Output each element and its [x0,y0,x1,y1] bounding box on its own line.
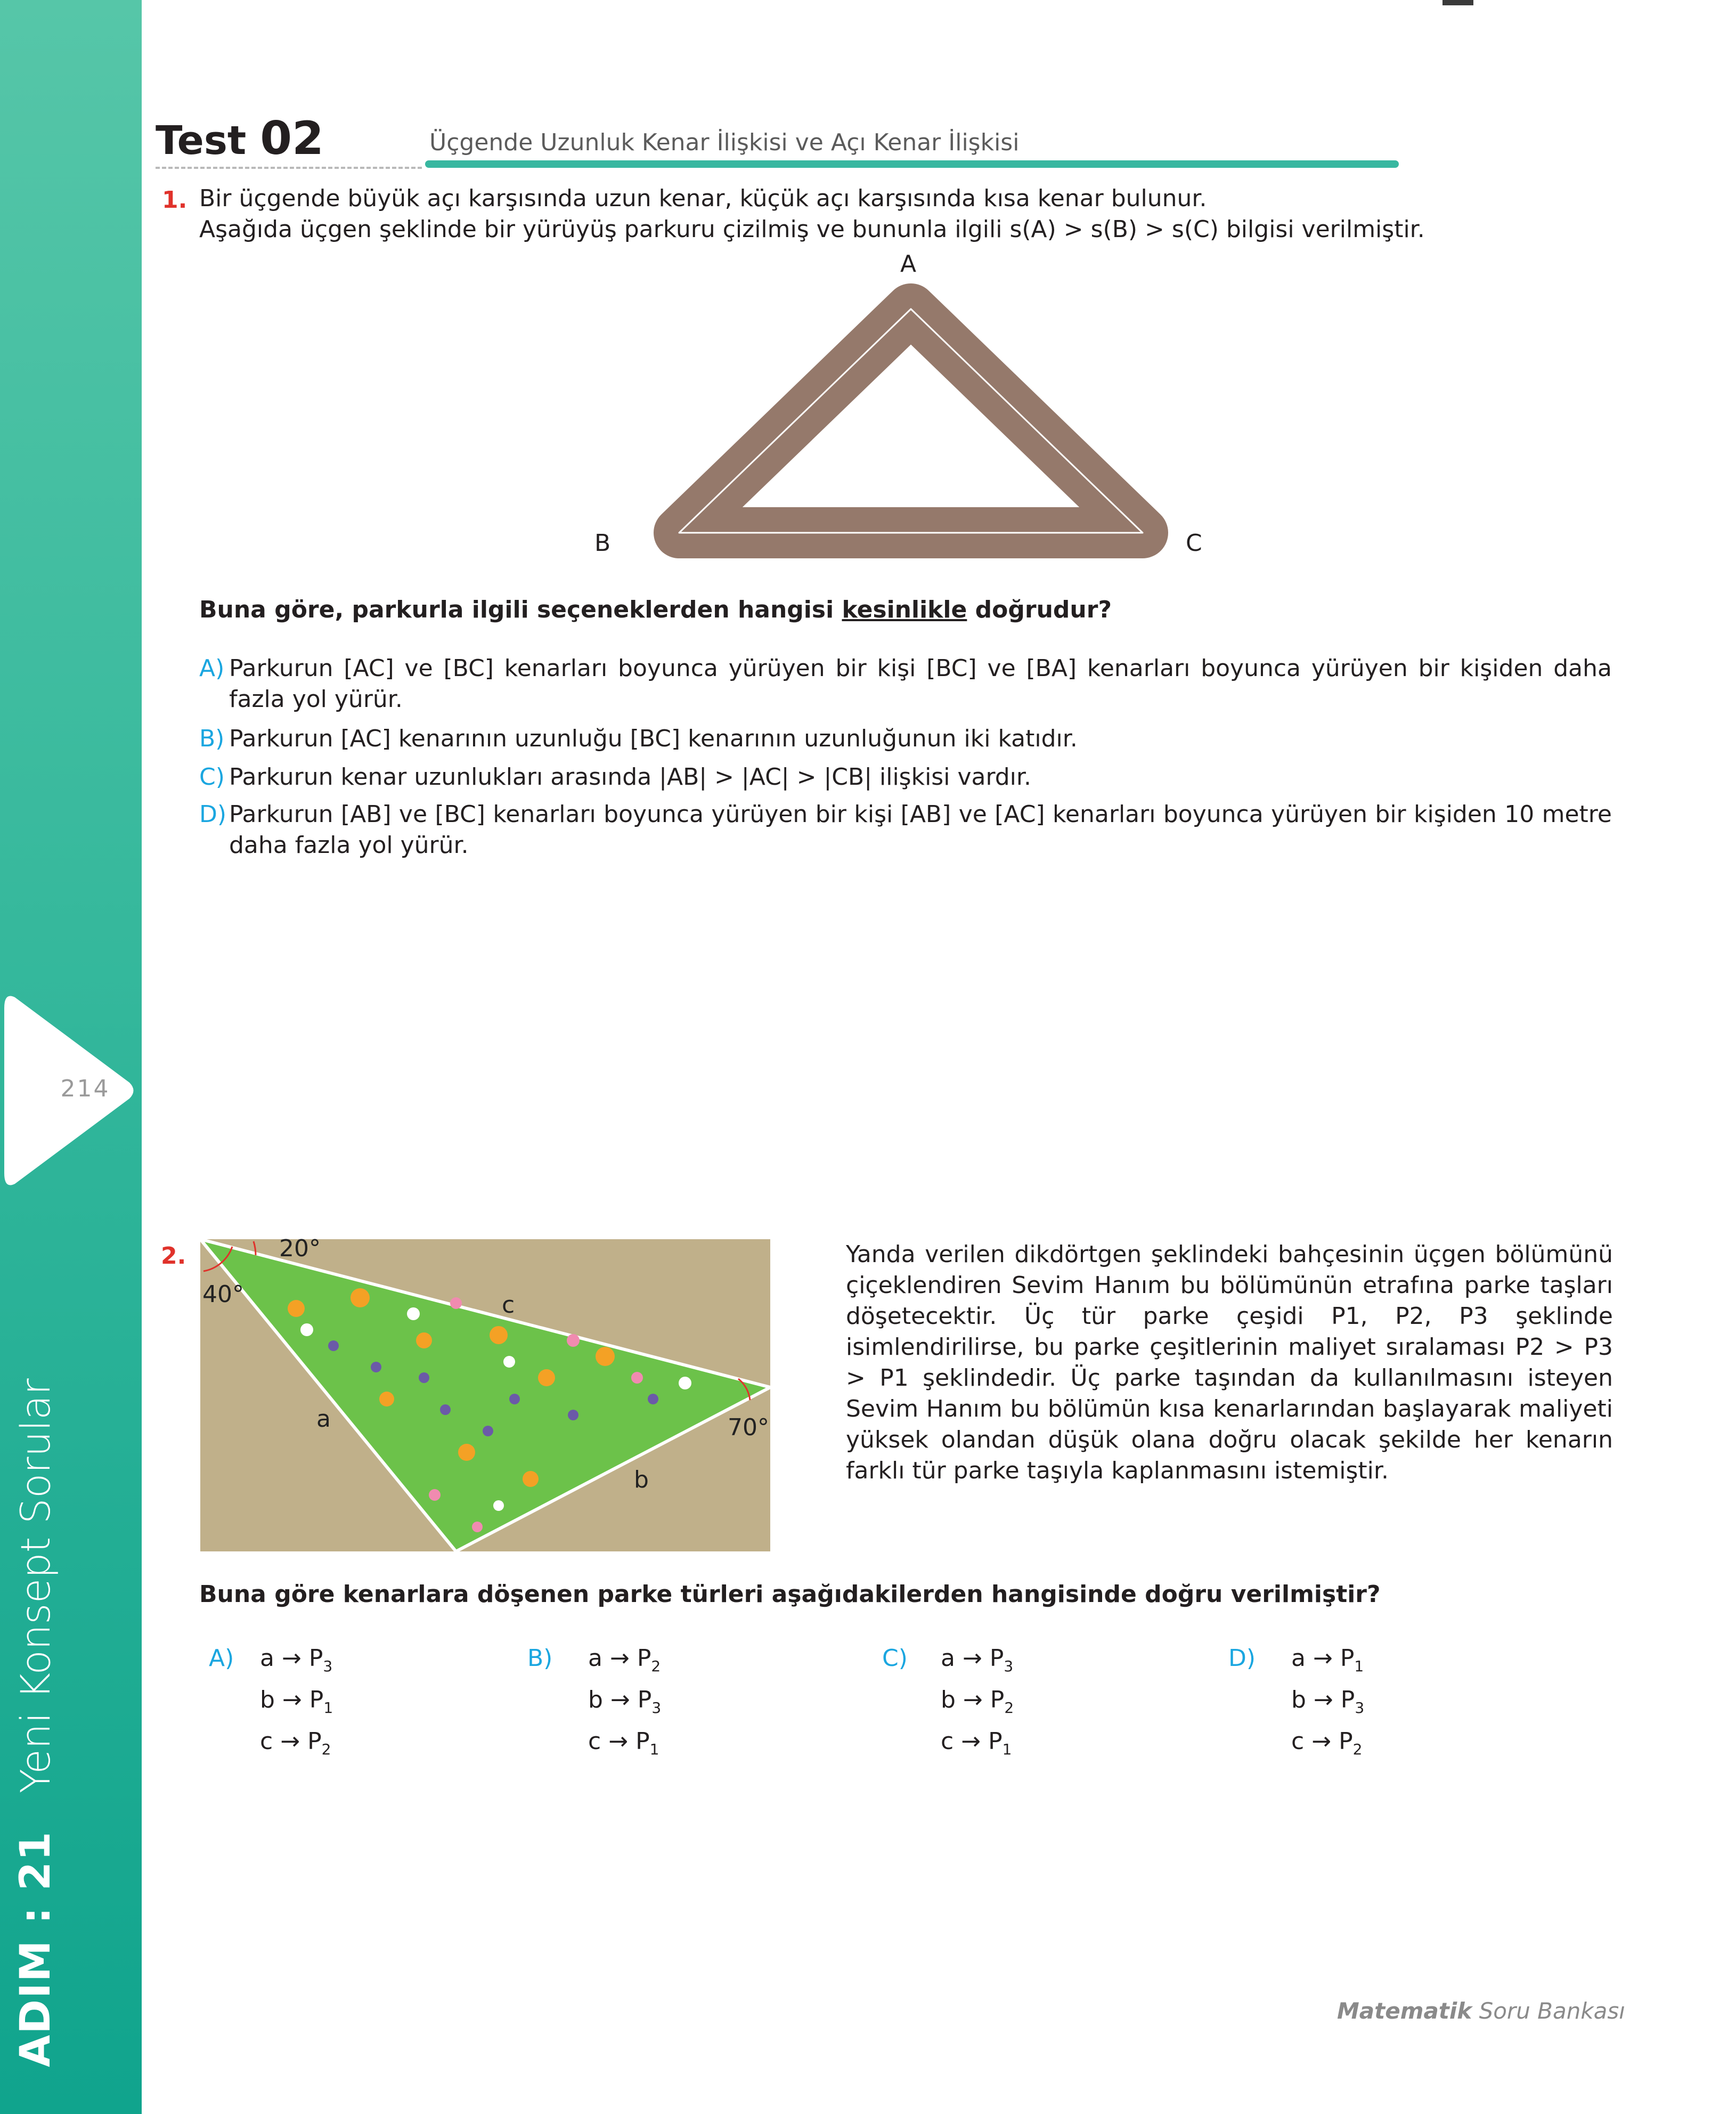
footer-brand [1337,1998,1625,2024]
q2-para-part1: Yanda verilen dikdörtgen şeklindeki bahçesinin üçgen bölümünü çiçeklendiren Sevim Hanım bu bölümünün etrafına parke taşları döşetecektir. Üç tür parke çeşidi [846,1241,1613,1330]
mapping-b-row: $b \to P_2$ [941,1686,1014,1717]
mapping-c-row: $c \to P_2$ [1291,1728,1363,1758]
side-b-label: b [634,1466,649,1493]
q2-para-part3: şeklindedir. Üç parke taşından da kullanılmasını isteyen Sevim Hanım bu bölümün kısa kenarlarından başlayarak maliyeti yüksek olandan düşük olana doğru olacak şekilde her kenarın farklı tür parke taşıyla kaplanmasını istemiştir. [846,1364,1613,1484]
page-number: 214 [60,1075,110,1102]
q1-option-c-letter[interactable]: C) [199,763,225,791]
footer-brand-bold: Matematik [1337,1998,1472,2024]
q2-option-b[interactable] [527,1638,552,1679]
corner-mark [1442,0,1473,5]
sidebar [0,0,142,2114]
q2-p-list: P1, P2, P3 [1331,1303,1488,1330]
q2-para-part2: şeklinde isimlendirilirse, bu parke çeşitlerinin maliyet sıralaması [846,1303,1613,1361]
q2-option-b-letter: B) [527,1645,553,1672]
test-title [156,112,324,165]
mapping-a-row: $a \to P_3$ [941,1645,1014,1675]
sidebar-title [12,1378,76,2067]
q1-option-b-text[interactable]: Parkurun [AC] kenarının uzunluğu [BC] kenarının uzunluğunun iki katıdır. [229,725,1078,752]
side-a-label: a [316,1405,331,1433]
mapping-a-row: $a \to P_2$ [588,1645,661,1675]
q1-option-a-letter[interactable]: A) [199,655,225,682]
footer-brand-rest: Soru Bankası [1472,1998,1625,2024]
mapping-b-row: $b \to P_1$ [260,1686,333,1717]
q1-option-d-text[interactable]: Parkurun [AB] ve [BC] kenarları boyunca yürüyen bir kişi [AB] ve [AC] kenarları boyunca yürüyen bir kişiden 10 metre daha fazla yol yürür. [229,801,1612,859]
angle-20-label: 20° [279,1235,321,1262]
vertex-a-label: A [900,250,917,278]
adim-label: ADIM : 21 [12,1831,60,2067]
angle-40-label: 40° [202,1281,244,1308]
q2-option-a-letter: A) [209,1645,234,1672]
q1-option-b-letter[interactable]: B) [199,725,225,752]
mapping-b-row: $b \to P_3$ [1291,1686,1365,1717]
q2-question: Buna göre kenarlara döşenen parke türleri aşağıdakilerden hangisinde doğru verilmiştir? [199,1581,1381,1608]
q1-question-post: doğrudur? [967,596,1112,623]
mapping-b-row: $b \to P_3$ [588,1686,662,1717]
mapping-c-row: $c \to P_2$ [260,1728,331,1758]
q2-number: 2. [161,1242,186,1270]
q2-option-c-mapping[interactable] [941,1638,1014,1762]
q1-option-d-letter[interactable]: D) [199,801,227,828]
q2-p-order: P2 > P3 > P1 [846,1334,1613,1392]
q2-option-b-mapping[interactable] [588,1638,661,1762]
q1-number: 1. [162,186,188,214]
test-number: 02 [260,112,324,165]
mapping-a-row: $a \to P_1$ [1291,1645,1364,1675]
mapping-c-row: $c \to P_1$ [941,1728,1012,1758]
q1-question-pre: Buna göre, parkurla ilgili seçeneklerden hangisi [199,596,842,623]
q1-question [199,595,1616,625]
mapping-c-row: $c \to P_1$ [588,1728,659,1758]
test-label: Test [156,118,247,164]
test-subtitle: Üçgende Uzunluk Kenar İlişkisi ve Açı Kenar İlişkisi [429,129,1020,156]
q2-option-a-mapping[interactable] [260,1638,333,1762]
q2-option-a[interactable] [209,1638,234,1679]
vertex-c-label: C [1186,530,1202,557]
dashed-divider [156,167,422,169]
garden-figure [200,1239,770,1551]
mapping-a-row: $a \to P_3$ [260,1645,333,1675]
q1-option-c-text[interactable]: Parkurun kenar uzunlukları arasında |AB| > |AC| > |CB| ilişkisi vardır. [229,763,1031,791]
vertex-b-label: B [594,530,611,557]
q2-paragraph [846,1239,1613,1486]
q2-option-c-letter: C) [882,1645,908,1672]
konsept-label: Yeni Konsept Sorular [12,1378,59,1794]
q1-question-underlined: kesinlikle [842,596,967,623]
side-c-label: c [502,1291,515,1319]
green-divider [425,160,1399,168]
q1-line2: Aşağıda üçgen şeklinde bir yürüyüş parkuru çizilmiş ve bununla ilgili s(A) > s(B) > s(C) bilgisi verilmiştir. [199,216,1425,243]
angle-70-label: 70° [728,1414,769,1441]
walking-track-figure [629,277,1193,565]
q1-option-a-text[interactable]: Parkurun [AC] ve [BC] kenarları boyunca yürüyen bir kişi [BC] ve [BA] kenarları boyunca yürüyen bir kişiden daha fazla yol yürür. [229,655,1612,713]
q1-line1: Bir üçgende büyük açı karşısında uzun kenar, küçük açı karşısında kısa kenar bulunur. [199,185,1207,212]
q2-option-d[interactable] [1228,1638,1256,1679]
q2-option-d-letter: D) [1228,1645,1256,1672]
q2-option-d-mapping[interactable] [1291,1638,1364,1762]
q2-option-c[interactable] [882,1638,908,1679]
